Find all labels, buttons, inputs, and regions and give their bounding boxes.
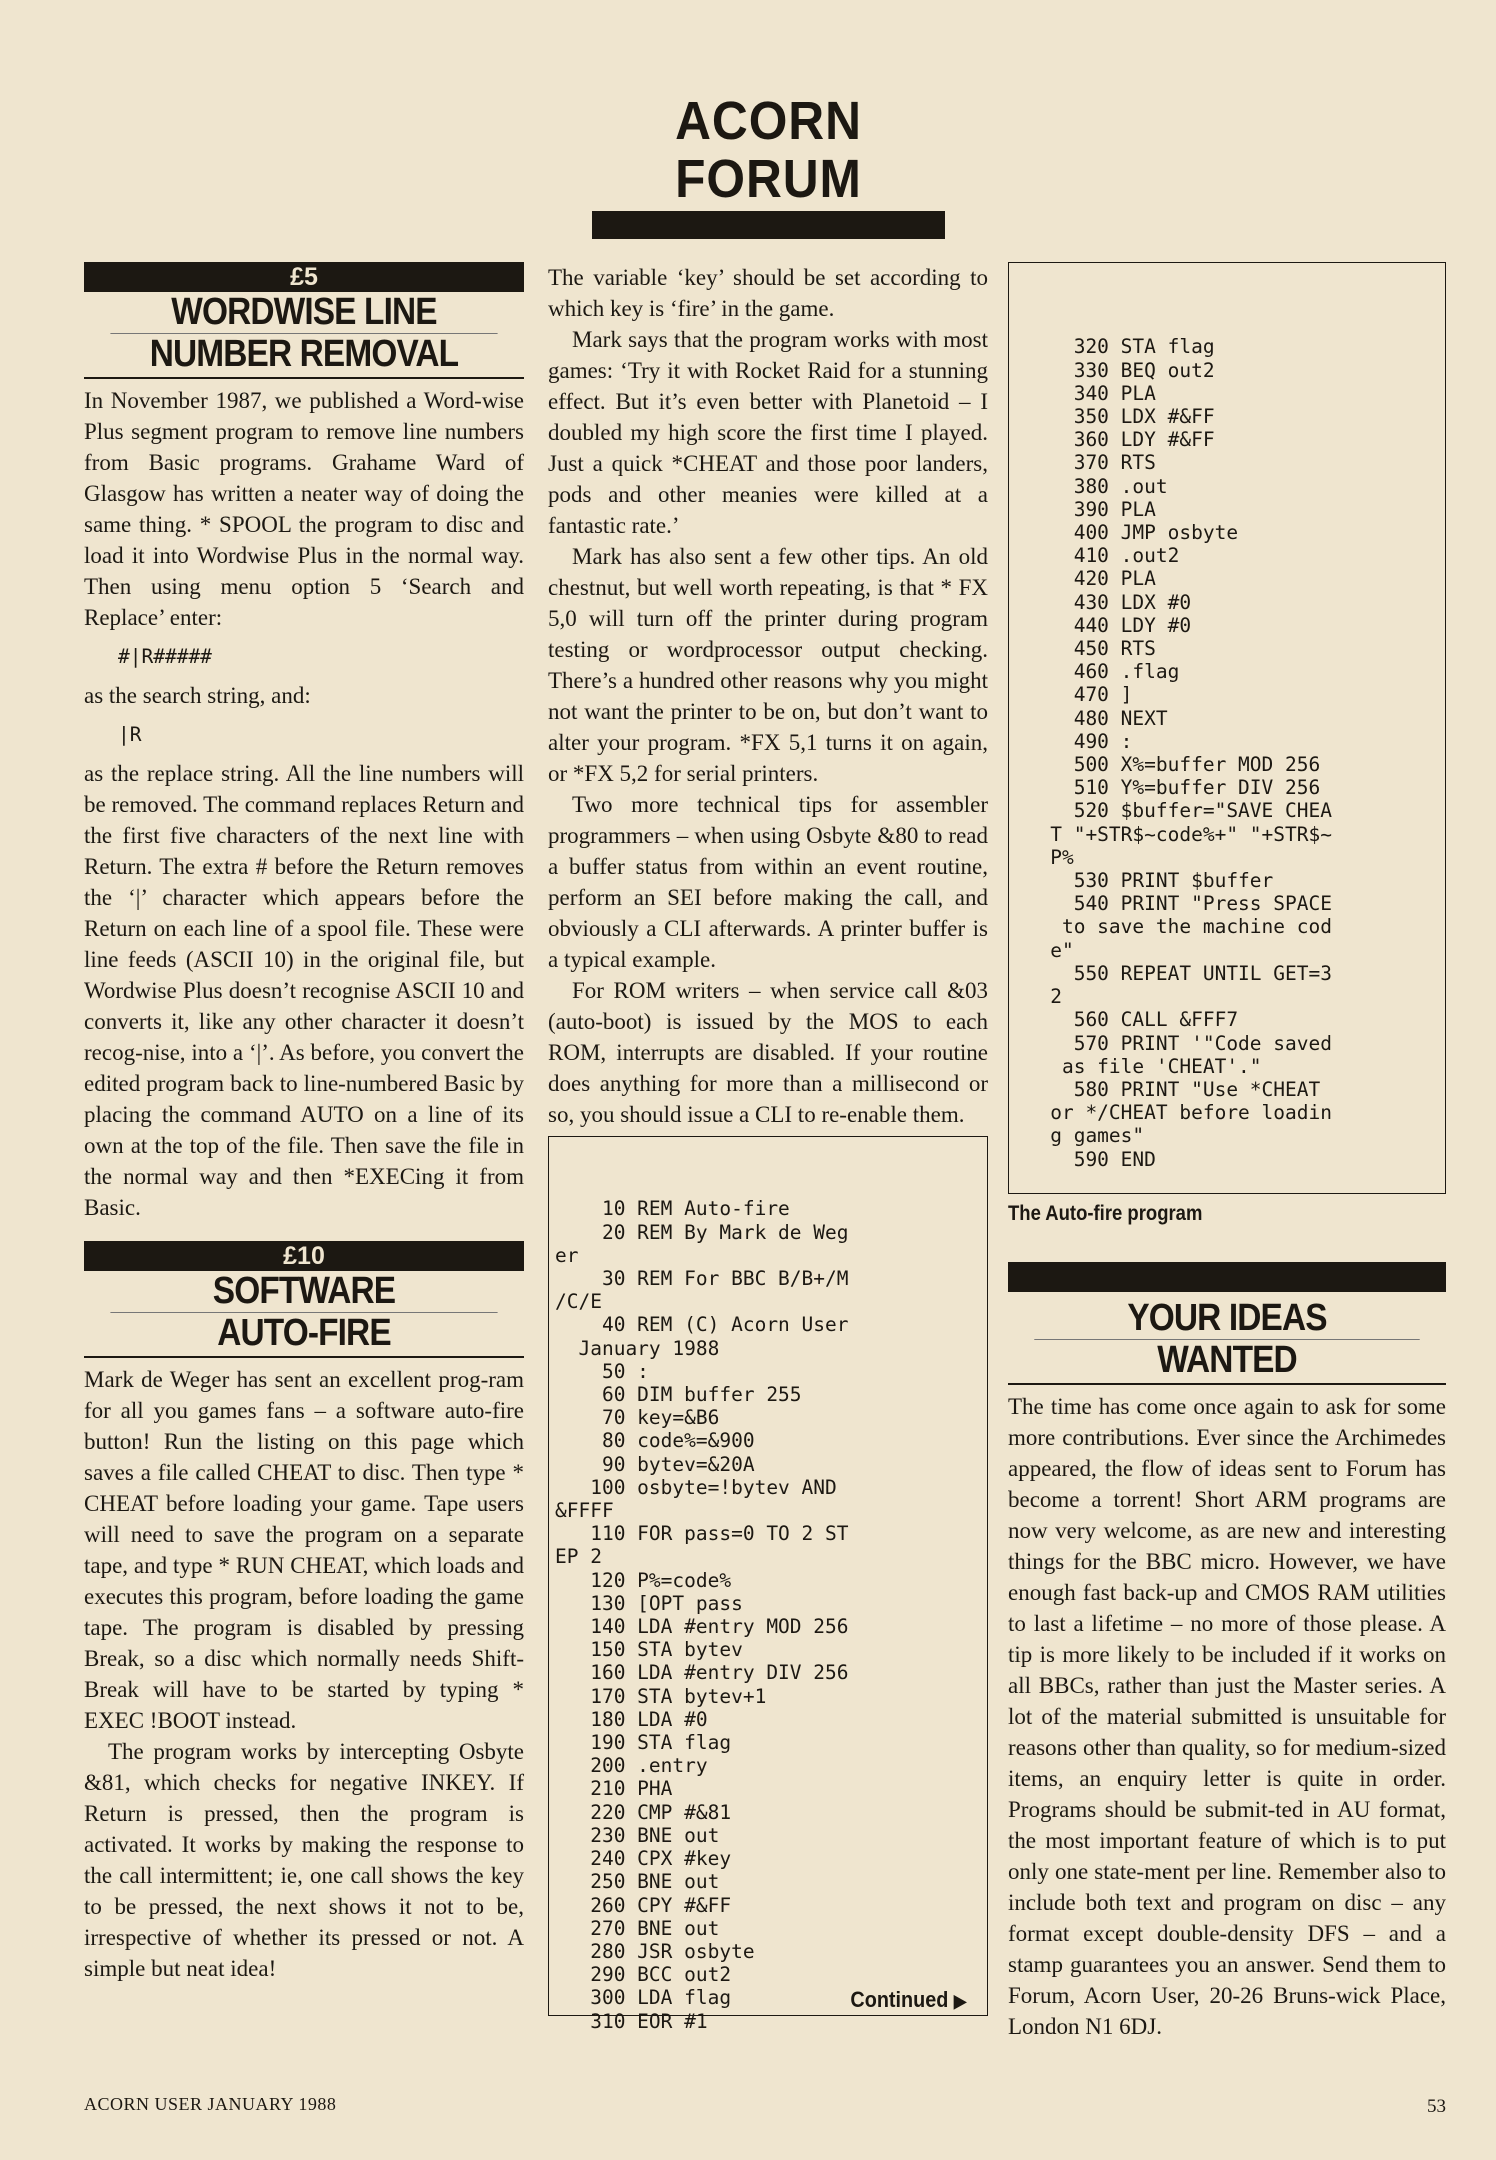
- continued-arrow-icon: ▶: [954, 1990, 967, 2011]
- listing-lines: [555, 1197, 987, 2032]
- section-banner: [1008, 1262, 1446, 1292]
- code-line: 150 STA bytev: [555, 1638, 743, 1662]
- code-line: January 1988: [555, 1336, 720, 1360]
- article-headline: [84, 1271, 524, 1358]
- paragraph: The time has come once again to ask for some more contributions. Ever since the Archimedes appeared, the flow of ideas sent to Forum has become a torrent! Short ARM programs are now very welcome, as are new and interesting things for the BBC micro. However, we have enough fast back-up and CMOS RAM utilities to last a lifetime – no more of those please. A tip is more likely to be included if it works on all BBCs, rather than just the Master series. A lot of the material submitted is unsuitable for reasons other than quality, so for medium-sized items, an enquiry letter is quite in order. Programs should be submit-ted in AU format, the most important feature of which is to put only one state-ment per line. Remember also to include both text and program on disc – any format except double-density DFS – and a stamp guarantees you an answer. Send them to Forum, Acorn User, 20-26 Bruns-wick Place, London N1 6DJ.: [1008, 1394, 1446, 2039]
- code-line: 240 CPX #key: [555, 1847, 732, 1871]
- code-line: 70 key=&B6: [555, 1406, 720, 1430]
- prize-badge: £10: [84, 1241, 524, 1271]
- code-line: 270 BNE out: [555, 1916, 720, 1940]
- code-line: 200 .entry: [555, 1754, 708, 1778]
- code-line: 380 .out: [1015, 474, 1168, 498]
- code-line: as file 'CHEAT'.": [1015, 1054, 1262, 1078]
- code-line: 480 NEXT: [1015, 706, 1168, 730]
- article-headline: [1008, 1298, 1446, 1385]
- code-line: 580 PRINT "Use *CHEAT: [1015, 1077, 1321, 1101]
- column-3: [1008, 262, 1446, 2042]
- code-line: 280 JSR osbyte: [555, 1939, 755, 1963]
- code-line: 400 JMP osbyte: [1015, 521, 1239, 545]
- code-line: &FFFF: [555, 1499, 614, 1523]
- code-line: to save the machine cod: [1015, 915, 1332, 939]
- code-line: 250 BNE out: [555, 1870, 720, 1894]
- paragraph: as the search string, and:: [84, 683, 311, 708]
- code-line: er: [555, 1243, 579, 1267]
- code-line: 340 PLA: [1015, 381, 1156, 405]
- code-line: EP 2: [555, 1545, 602, 1569]
- code-line: 210 PHA: [555, 1777, 673, 1801]
- code-line: 560 CALL &FFF7: [1015, 1008, 1239, 1032]
- code-line: 10 REM Auto-fire: [555, 1197, 790, 1221]
- code-line: 530 PRINT $buffer: [1015, 869, 1274, 893]
- article-headline: [84, 292, 524, 379]
- headline-line: AUTO-FIRE: [217, 1312, 391, 1354]
- code-line: 260 CPY #&FF: [555, 1893, 732, 1917]
- code-line: or */CHEAT before loadin: [1015, 1101, 1332, 1125]
- code-line: 550 REPEAT UNTIL GET=3: [1015, 961, 1332, 985]
- code-line: 60 DIM buffer 255: [555, 1383, 802, 1407]
- code-line: 300 LDA flag: [555, 1986, 732, 2010]
- code-line: 170 STA bytev+1: [555, 1684, 767, 1708]
- code-line: 290 BCC out2: [555, 1963, 732, 1987]
- paragraph: The variable ‘key’ should be set according to which key is ‘fire’ in the game.: [548, 265, 988, 321]
- headline-line: YOUR IDEAS: [1034, 1298, 1419, 1340]
- code-line: 40 REM (C) Acorn User: [555, 1313, 849, 1337]
- paragraph: Mark says that the program works with most games: ‘Try it with Rocket Raid for a stunning effect. But it’s even better with Planetoid – I doubled my high score the first time I played. Just a quick *CHEAT and those poor landers, pods and other meanies were killed at a fantastic rate.’: [548, 327, 988, 538]
- prize-badge: £5: [84, 262, 524, 292]
- code-line: 180 LDA #0: [555, 1707, 708, 1731]
- program-listing-part1: [548, 1136, 988, 2033]
- column-1: [84, 262, 524, 1984]
- listing-lines: [1015, 335, 1445, 1170]
- code-line: 140 LDA #entry MOD 256: [555, 1615, 849, 1639]
- masthead-title: ACORN FORUM: [675, 91, 862, 209]
- code-line: 80 code%=&900: [555, 1429, 755, 1453]
- code-line: 360 LDY #&FF: [1015, 428, 1215, 452]
- code-line: 120 P%=code%: [555, 1568, 732, 1592]
- code-line: /C/E: [555, 1290, 602, 1314]
- paragraph: Mark has also sent a few other tips. An old chestnut, but well worth repeating, is that * FX 5,0 will turn off the printer during program testing or wordprocessor output checking. There’s a hundred other reasons why you might not want the printer to be on, but don’t want to alter your program. *FX 5,1 turns it on again, or *FX 5,2 for serial printers.: [548, 544, 988, 786]
- paragraph: as the replace string. All the line numbers will be removed. The command replaces Return and the first five characters of the next line with Return. The extra # before the Return removes the ‘|’ character which appears before the Return on each line of a spool file. These were line feeds (ASCII 10) in the original file, but Wordwise Plus doesn’t recognise ASCII 10 and converts it, like any other character it doesn’t recog-nise, into a ‘|’. As before, you convert the edited program back to line-numbered Basic by placing the command AUTO on a line of its own at the top of the file. Then save the file in the normal way and then *EXECing it from Basic.: [84, 761, 524, 1220]
- continued-label: [851, 1988, 967, 2013]
- code-line: 230 BNE out: [555, 1823, 720, 1847]
- page-number: 53: [1427, 2096, 1446, 2117]
- code-line: 490 :: [1015, 729, 1133, 753]
- code-line: 100 osbyte=!bytev AND: [555, 1475, 837, 1499]
- paragraph: Mark de Weger has sent an excellent prog-ram for all you games fans – a software auto-fire button! Run the listing on this page which saves a file called CHEAT to disc. Then type * CHEAT before loading your game. Tape users will need to save the program on a separate tape, and type * RUN CHEAT, which loads and executes this program, before loading the game tape. The program is disabled by pressing Break, so a disc which normally needs Shift-Break will have to be started by typing * EXEC !BOOT instead.: [84, 1367, 524, 1733]
- headline-line: WANTED: [1157, 1339, 1297, 1381]
- code-line: 90 bytev=&20A: [555, 1452, 755, 1476]
- code-line: T "+STR$~code%+" "+STR$~: [1015, 822, 1332, 846]
- code-line: 30 REM For BBC B/B+/M: [555, 1267, 849, 1291]
- code-line: 470 ]: [1015, 683, 1133, 707]
- continued-text: Continued: [850, 1986, 949, 2012]
- code-line: 310 EOR #1: [555, 2009, 708, 2033]
- code-line: 50 :: [555, 1359, 649, 1383]
- paragraph: The program works by intercepting Osbyte &81, which checks for negative INKEY. If Return is pressed, then the program is activated. It works by making the response to the call intermittent; ie, one call shows the key to be pressed, the next shows it not to be, irrespective of whether its pressed or not. A simple but neat idea!: [84, 1739, 524, 1981]
- code-snippet: #|R#####: [118, 645, 212, 668]
- code-line: 330 BEQ out2: [1015, 358, 1215, 382]
- masthead-bar: [592, 211, 945, 239]
- code-line: 390 PLA: [1015, 497, 1156, 521]
- code-line: 440 LDY #0: [1015, 613, 1192, 637]
- code-line: 450 RTS: [1015, 637, 1156, 661]
- code-line: 190 STA flag: [555, 1731, 732, 1755]
- code-line: 420 PLA: [1015, 567, 1156, 591]
- column-2: [548, 262, 988, 2033]
- code-line: 520 $buffer="SAVE CHEA: [1015, 799, 1332, 823]
- code-line: 500 X%=buffer MOD 256: [1015, 753, 1321, 777]
- headline-line: WORDWISE LINE: [110, 292, 497, 334]
- code-line: 410 .out2: [1015, 544, 1180, 568]
- code-line: 460 .flag: [1015, 660, 1180, 684]
- headline-line: SOFTWARE: [110, 1271, 497, 1313]
- paragraph: In November 1987, we published a Word-wise Plus segment program to remove line numbers from Basic programs. Grahame Ward of Glasgow has written a neater way of doing the same thing. * SPOOL the program to disc and load it into Wordwise Plus in the normal way. Then using menu option 5 ‘Search and Replace’ enter:: [84, 388, 524, 630]
- paragraph: Two more technical tips for assembler programmers – when using Osbyte &80 to read a buffer status from within an event routine, perform an SEI before making the call, and obviously a CLI afterwards. A printer buffer is a typical example.: [548, 792, 988, 972]
- code-line: 320 STA flag: [1015, 335, 1215, 359]
- code-line: 2: [1015, 985, 1062, 1009]
- code-line: P%: [1015, 845, 1074, 869]
- code-line: 220 CMP #&81: [555, 1800, 732, 1824]
- footer-issue: ACORN USER JANUARY 1988: [84, 2094, 337, 2114]
- code-line: e": [1015, 938, 1074, 962]
- code-line: 160 LDA #entry DIV 256: [555, 1661, 849, 1685]
- listing-caption: The Auto-fire program: [1008, 1202, 1203, 1225]
- headline-line: NUMBER REMOVAL: [149, 333, 459, 375]
- code-line: 370 RTS: [1015, 451, 1156, 475]
- code-line: 20 REM By Mark de Weg: [555, 1220, 849, 1244]
- masthead: [592, 92, 945, 239]
- code-line: g games": [1015, 1124, 1145, 1148]
- code-line: 110 FOR pass=0 TO 2 ST: [555, 1522, 849, 1546]
- code-line: 540 PRINT "Press SPACE: [1015, 892, 1332, 916]
- code-line: 570 PRINT '"Code saved: [1015, 1031, 1332, 1055]
- code-line: 350 LDX #&FF: [1015, 405, 1215, 429]
- code-line: 590 END: [1015, 1147, 1156, 1171]
- program-listing-part2: [1008, 262, 1446, 1194]
- paragraph: For ROM writers – when service call &03 (auto-boot) is issued by the MOS to each ROM, interrupts are disabled. If your routine does anything for more than a millisecond or so, you should issue a CLI to re-enable them.: [548, 978, 988, 1127]
- code-line: 430 LDX #0: [1015, 590, 1192, 614]
- code-line: 510 Y%=buffer DIV 256: [1015, 776, 1321, 800]
- code-snippet: |R: [118, 723, 142, 746]
- code-line: 130 [OPT pass: [555, 1591, 743, 1615]
